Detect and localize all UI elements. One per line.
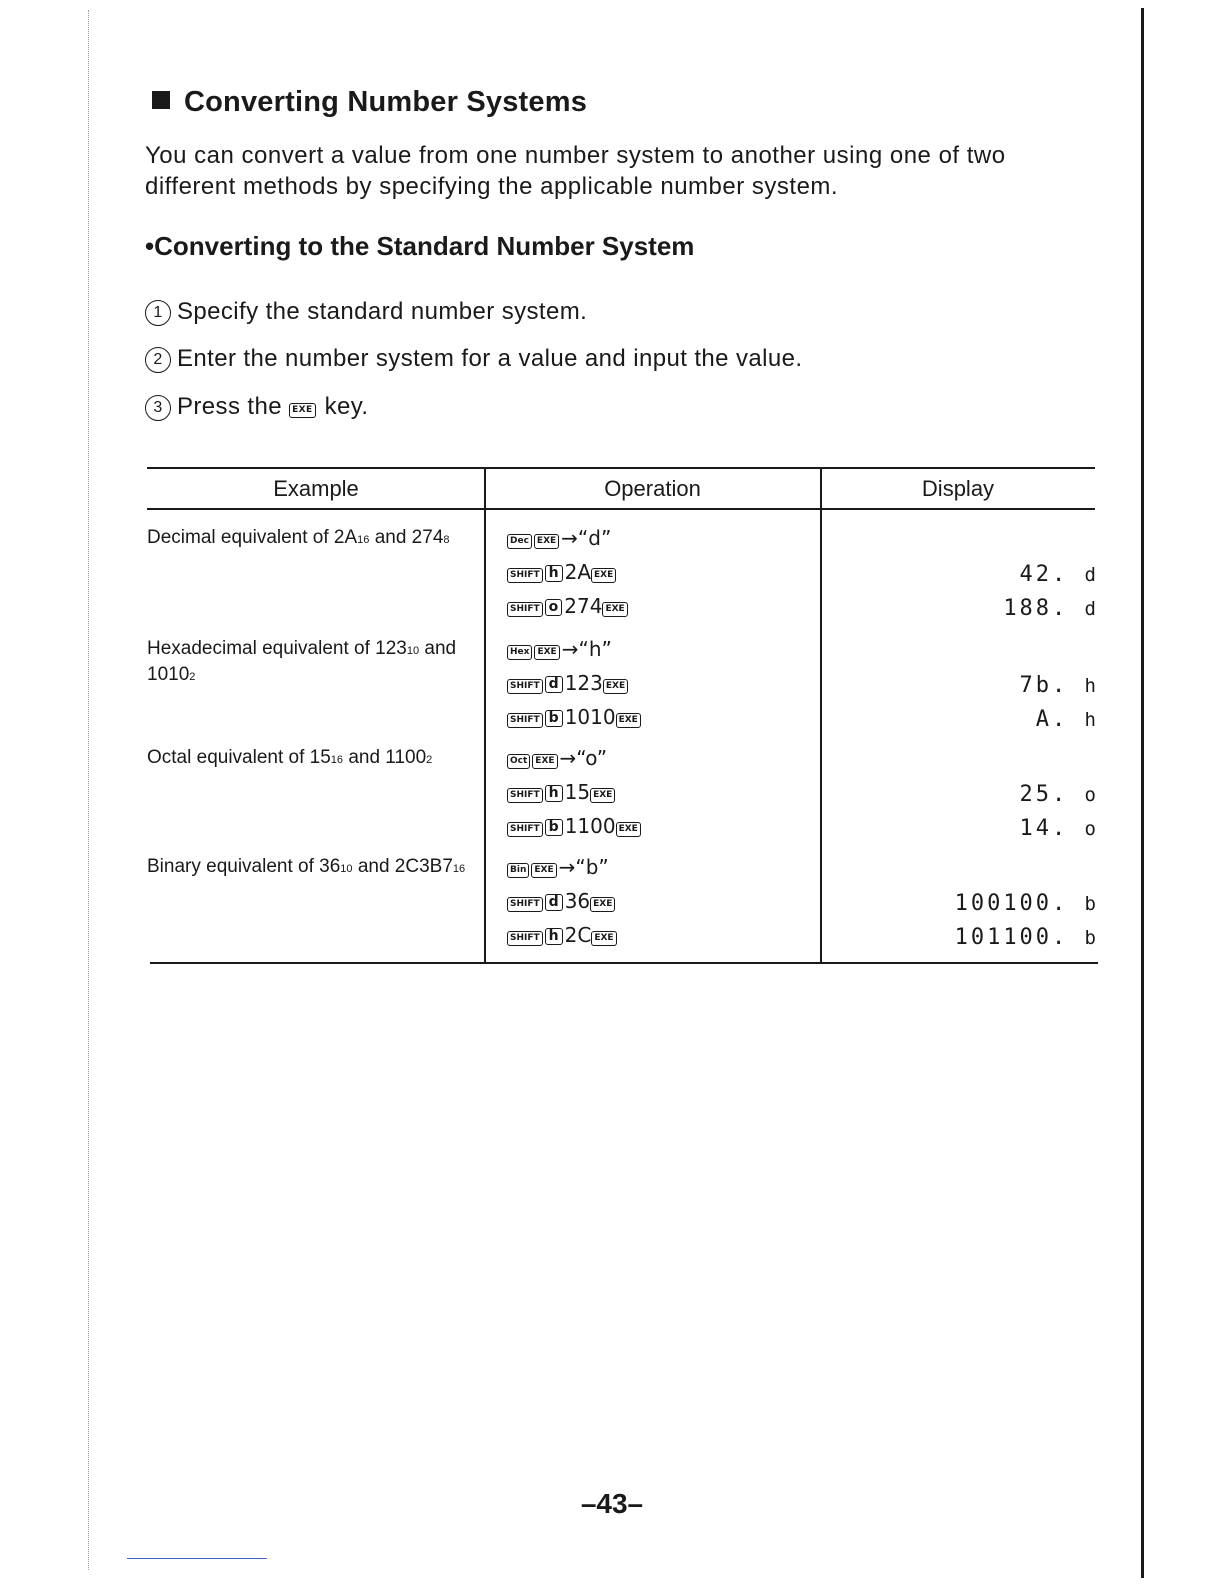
display-suffix: h [1084, 675, 1096, 697]
operation-text: 1100 [564, 814, 616, 838]
calculator-key-icon: SHIFT [507, 602, 543, 617]
exe-key-icon: EXE [591, 568, 616, 583]
display-value [1020, 562, 1096, 587]
display-value [1020, 673, 1096, 698]
example-subscript: 16 [330, 754, 344, 766]
table-header-rule [147, 508, 1095, 510]
operation-text: →“b” [558, 855, 609, 879]
operation-cell [507, 594, 630, 618]
col-header-operation: Operation [604, 476, 701, 501]
circled-number: 1 [145, 300, 171, 326]
operation-text: 2C [564, 923, 592, 947]
example-subscript: 10 [340, 863, 353, 875]
calculator-key-icon: SHIFT [507, 568, 543, 583]
calculator-key-icon: EXE [534, 534, 559, 549]
display-suffix: o [1084, 818, 1096, 840]
operation-cell [507, 526, 611, 550]
calculator-key-icon: SHIFT [507, 713, 543, 728]
calculator-key-icon: SHIFT [507, 897, 543, 912]
operation-text: 274 [564, 594, 603, 618]
operation-cell [507, 889, 617, 913]
example-text: and 2C3B7 [352, 856, 453, 877]
operation-cell [507, 780, 617, 804]
exe-key-icon: EXE [602, 602, 627, 617]
calculator-key-icon: SHIFT [507, 679, 543, 694]
subheading: •Converting to the Standard Number System [145, 231, 695, 261]
left-margin-dots [88, 10, 89, 1570]
example-text: and 1010 [147, 638, 457, 685]
example-cell [147, 637, 477, 689]
example-subscript: 16 [357, 534, 370, 546]
step-text: Enter the number system for a value and input the value. [177, 345, 803, 372]
calculator-key-icon: h [545, 928, 563, 945]
table-col-divider [820, 467, 822, 964]
display-suffix: d [1084, 564, 1096, 586]
example-subscript: 2 [189, 671, 196, 683]
example-subscript: 8 [443, 534, 450, 546]
calculator-key-icon: EXE [532, 754, 557, 769]
col-header-example: Example [273, 476, 359, 501]
example-text: Decimal equivalent of 2A [147, 527, 358, 548]
step-2 [145, 345, 802, 373]
display-value [1020, 782, 1096, 807]
circled-number: 2 [145, 347, 171, 373]
example-text: and 1100 [343, 747, 427, 768]
example-text: Octal equivalent of 15 [147, 747, 331, 768]
circled-number: 3 [145, 395, 171, 421]
operation-cell [507, 814, 643, 838]
example-subscript: 10 [406, 645, 420, 657]
display-number: A. [1035, 707, 1069, 732]
calculator-key-icon: d [545, 676, 563, 693]
display-value [955, 925, 1096, 950]
display-value [955, 891, 1096, 916]
calculator-key-icon: SHIFT [507, 931, 543, 946]
display-number: 100100. [954, 891, 1069, 916]
step-text: Press the [177, 393, 282, 420]
calculator-key-icon: EXE [534, 645, 559, 660]
display-number: 188. [1003, 596, 1069, 621]
intro-paragraph: You can convert a value from one number system to another using one of two different methods by specifying the applicable number system. [145, 142, 1006, 200]
display-value [1020, 816, 1096, 841]
section-heading [152, 86, 587, 119]
example-cell [147, 855, 477, 881]
display-number: 14. [1019, 816, 1069, 841]
table-col-divider [484, 467, 486, 964]
display-suffix: o [1084, 784, 1096, 806]
exe-key-icon: EXE [603, 679, 628, 694]
exe-key-icon: EXE [616, 822, 641, 837]
calculator-key-icon: b [545, 819, 563, 836]
exe-key-icon: EXE [289, 403, 315, 418]
operation-text: →“o” [559, 746, 608, 770]
calculator-key-icon: Oct [507, 754, 530, 769]
display-suffix: d [1084, 598, 1096, 620]
operation-cell [507, 637, 612, 661]
calculator-key-icon: o [545, 599, 563, 616]
footer-link-rule [127, 1558, 267, 1559]
section-heading-text: Converting Number Systems [184, 86, 588, 118]
operation-cell [507, 746, 607, 770]
display-suffix: b [1084, 927, 1096, 949]
calculator-key-icon: SHIFT [507, 822, 543, 837]
example-cell [147, 526, 477, 552]
operation-text: 15 [564, 780, 591, 804]
calculator-key-icon: Hex [507, 645, 532, 660]
calculator-key-icon: EXE [531, 863, 556, 878]
display-suffix: b [1084, 893, 1096, 915]
step-1 [145, 298, 587, 326]
example-text: Binary equivalent of 36 [147, 856, 341, 877]
col-header-display: Display [921, 476, 995, 501]
exe-key-icon: EXE [590, 788, 615, 803]
example-subscript: 16 [452, 863, 466, 875]
operation-cell [507, 560, 618, 584]
example-subscript: 2 [426, 754, 433, 766]
operation-cell [507, 855, 609, 879]
operation-text: →“h” [561, 637, 612, 661]
step-text: key. [324, 393, 369, 420]
table-bottom-rule [150, 962, 1098, 964]
exe-key-icon: EXE [591, 931, 616, 946]
calculator-key-icon: h [545, 565, 563, 582]
example-cell [147, 746, 477, 772]
display-number: 7b. [1019, 673, 1069, 698]
exe-key-icon: EXE [590, 897, 615, 912]
page-number: –43– [580, 1488, 644, 1519]
display-value [1003, 596, 1096, 621]
calculator-key-icon: h [545, 785, 563, 802]
operation-text: 36 [564, 889, 591, 913]
calculator-key-icon: d [545, 894, 563, 911]
display-number: 25. [1019, 782, 1069, 807]
table-top-rule [147, 467, 1095, 469]
operation-text: 123 [564, 671, 603, 695]
step-text: Specify the standard number system. [177, 298, 588, 325]
square-bullet-icon [152, 91, 170, 109]
calculator-key-icon: Dec [507, 534, 532, 549]
right-page-edge [1141, 8, 1144, 1578]
display-number: 42. [1019, 562, 1069, 587]
operation-cell [507, 923, 619, 947]
exe-key-icon: EXE [616, 713, 641, 728]
step-3 [145, 393, 368, 421]
example-text: and 274 [369, 527, 444, 548]
display-suffix: h [1084, 709, 1096, 731]
operation-text: →“d” [561, 526, 612, 550]
calculator-key-icon: b [545, 710, 563, 727]
operation-text: 1010 [564, 705, 616, 729]
example-text: Hexadecimal equivalent of 123 [147, 638, 407, 659]
operation-text: 2A [564, 560, 592, 584]
calculator-key-icon: SHIFT [507, 788, 543, 803]
operation-cell [507, 705, 643, 729]
display-value [1036, 707, 1096, 732]
display-number: 101100. [954, 925, 1069, 950]
calculator-key-icon: Bin [507, 863, 529, 878]
operation-cell [507, 671, 630, 695]
